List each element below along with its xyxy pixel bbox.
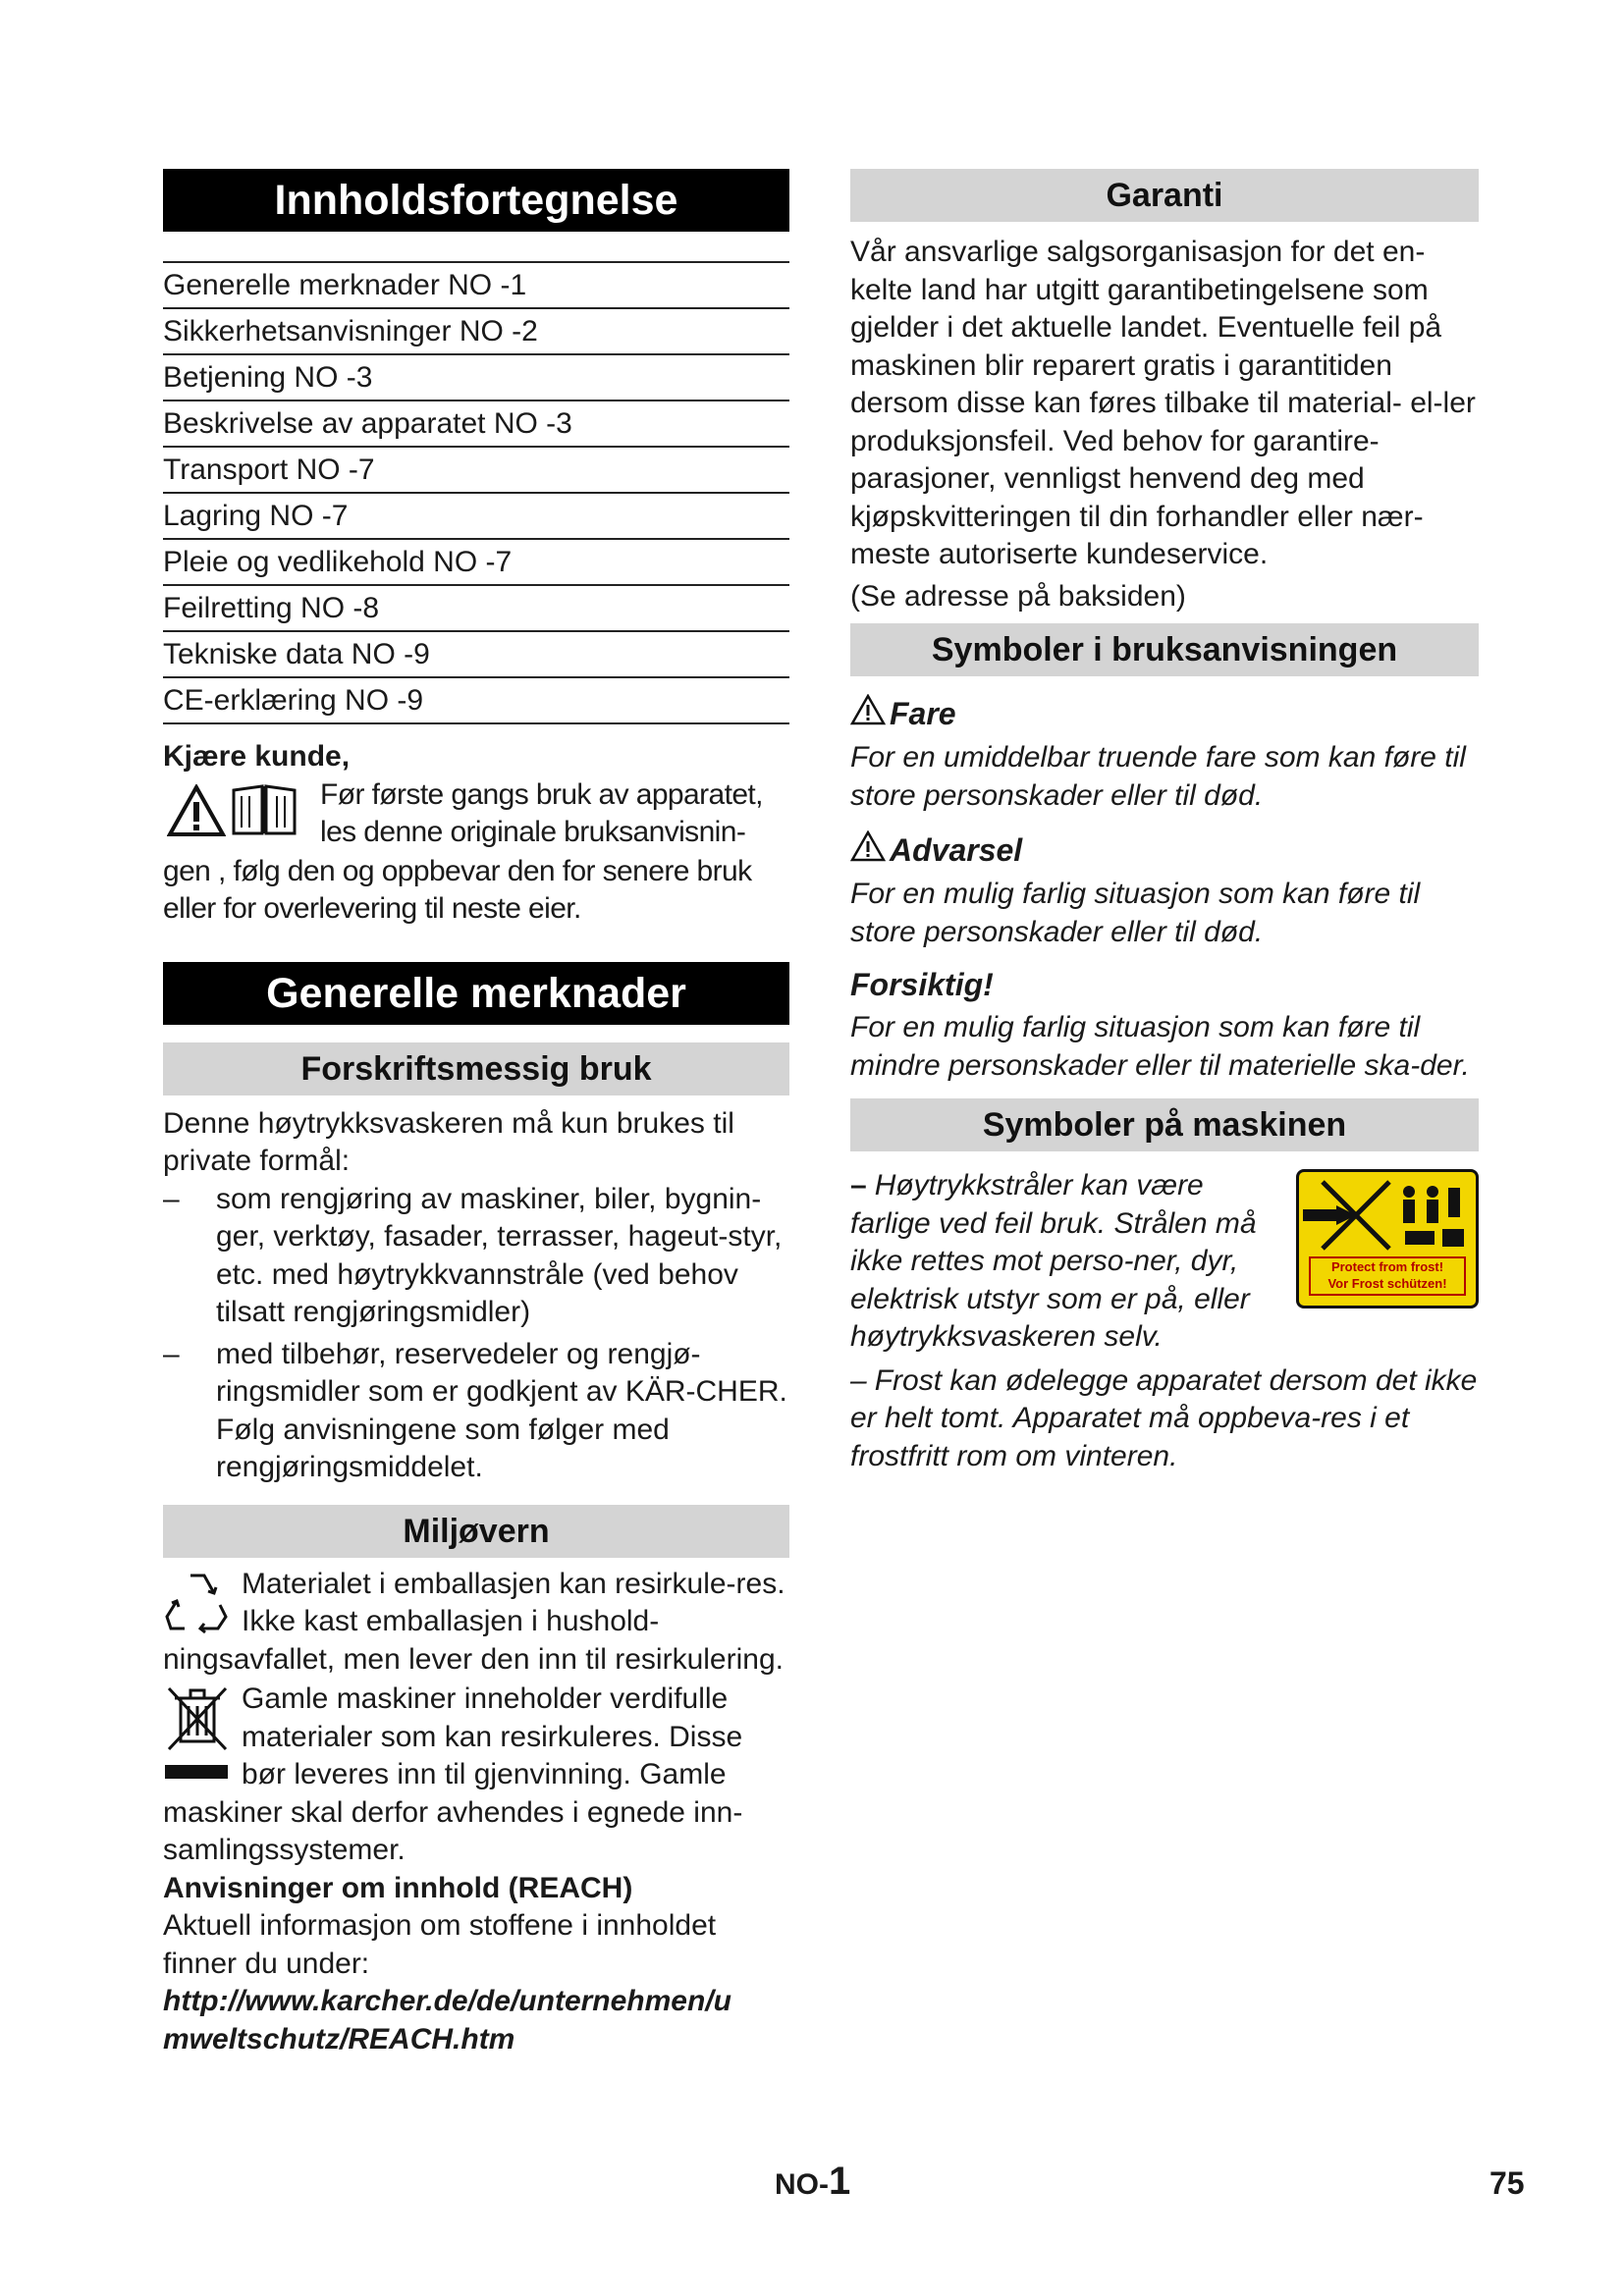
greeting: Kjære kunde, (163, 740, 351, 773)
intro-text-rest: gen , følg den og oppbevar den for senere bruk eller for overlevering til neste eier. (163, 854, 752, 925)
toc-item[interactable]: Betjening NO -3 (163, 355, 789, 401)
page-total: 75 (1489, 2165, 1525, 2201)
danger-heading: Fare (850, 694, 1479, 733)
toc-item[interactable]: Pleie og vedlikehold NO -7 (163, 540, 789, 586)
warranty-title: Garanti (850, 169, 1479, 222)
left-column (163, 169, 789, 2058)
environment-title: Miljøvern (163, 1505, 789, 1558)
intended-use-title: Forskriftsmessig bruk (163, 1042, 789, 1095)
manual-book-icon (230, 782, 298, 842)
intro-text-line2: les denne originale bruksanvisnin- (320, 815, 746, 848)
list-item: – med tilbehør, reservedeler og rengjø-ringsmidler som er godkjent av KÄR-CHER. Følg anvisningene som følger med rengjøringsmiddelet. (163, 1337, 787, 1483)
toc-item[interactable]: Generelle merknader NO -1 (163, 263, 789, 309)
machine-symbol-item: Protect from frost! Vor Frost schützen! – Høytrykkstråler kan være farlige ved feil bruk. Strålen må ikke rettes mot perso-ner, dyr, elektrisk utstyr som er på, eller høytrykksvaskeren selv. (850, 1167, 1479, 1357)
toc-item[interactable]: Beskrivelse av apparatet NO -3 (163, 401, 789, 448)
list-dash: – (850, 1169, 867, 1201)
toc-item[interactable]: Sikkerhetsanvisninger NO -2 (163, 309, 789, 355)
warranty-address-note: (Se adresse på baksiden) (850, 579, 1186, 613)
reach-text: Aktuell informasjon om stoffene i innholdet finner du under: (163, 1909, 717, 1980)
warning-text: For en mulig farlig situasjon som kan føre til store personskader eller til død. (850, 878, 1421, 948)
warning-heading: Advarsel (850, 830, 1479, 870)
toc-item[interactable]: Lagring NO -7 (163, 494, 789, 540)
weee-paragraph: Gamle maskiner inneholder verdifulle materialer som kan resirkuleres. Disse bør leveres inn til gjenvinning. Gamle maskiner skal derfor avhendes i egnede inn-samlingssystemer. (163, 1682, 743, 1866)
toc-item[interactable]: Feilretting NO -8 (163, 586, 789, 632)
reach-link[interactable]: http://www.karcher.de/de/unternehmen/umweltschutz/REACH.htm (163, 1985, 731, 2056)
toc-title: Innholdsfortegnelse (163, 169, 789, 232)
reach-title: Anvisninger om innhold (REACH) (163, 1871, 633, 1904)
intro-section (163, 738, 789, 929)
toc-item[interactable]: Transport NO -7 (163, 448, 789, 494)
recycle-paragraph: Materialet i emballasjen kan resirkule-res. Ikke kast emballasjen i hushold-ningsavfallet, men lever den inn til resirkulering. (163, 1567, 785, 1676)
warning-triangle-icon (850, 830, 886, 870)
caution-heading: Forsiktig! (850, 967, 994, 1002)
danger-text: For en umiddelbar truende fare som kan føre til store personskader eller til død. (850, 741, 1466, 812)
warning-triangle-icon (850, 694, 886, 733)
machine-symbol-item: – Frost kan ødelegge apparatet dersom det ikke er helt tomt. Apparatet må oppbeva-res i et frostfritt rom om vinteren. (850, 1363, 1478, 1472)
warranty-text: Vår ansvarlige salgsorganisasjon for det en-kelte land har utgitt garantibetingelsene som gjelder i det aktuelle landet. Eventuelle feil på maskinen blir reparert gratis i garantitiden dersom disse kan føres tilbake til material- el-ler produksjonsfeil. Ved behov for garantire-parasjoner, vennligst henvend deg med kjøpskvitteringen til din forhandler eller nær-meste autoriserte kundeservice. (850, 236, 1476, 570)
recycle-icon (163, 1570, 232, 1639)
right-column (850, 169, 1479, 1475)
symbols-machine-title: Symboler på maskinen (850, 1098, 1479, 1151)
sticker-label: Protect from frost! Vor Frost schützen! (1309, 1256, 1466, 1296)
warning-triangle-icon (167, 784, 226, 842)
list-item: – som rengjøring av maskiner, biler, bygnin-ger, verktøy, fasader, terrasser, hageut-styr, etc. med høytrykkvannstråle (ved behov tilsatt rengjøringsmidler) (163, 1182, 783, 1328)
crossed-bin-icon (163, 1684, 232, 1788)
toc-item[interactable]: Tekniske data NO -9 (163, 632, 789, 678)
general-title: Generelle merknader (163, 962, 789, 1025)
caution-text: For en mulig farlig situasjon som kan føre til mindre personskader eller til materielle ska-der. (850, 1011, 1470, 1082)
toc-item[interactable]: CE-erklæring NO -9 (163, 678, 789, 724)
intended-use-intro: Denne høytrykksvaskeren må kun brukes til private formål: (163, 1106, 734, 1177)
symbols-manual-title: Symboler i bruksanvisningen (850, 623, 1479, 676)
page-number: NO-1 (775, 2160, 851, 2203)
table-of-contents (163, 261, 789, 724)
intro-text-line1: Før første gangs bruk av apparatet, (320, 777, 763, 811)
